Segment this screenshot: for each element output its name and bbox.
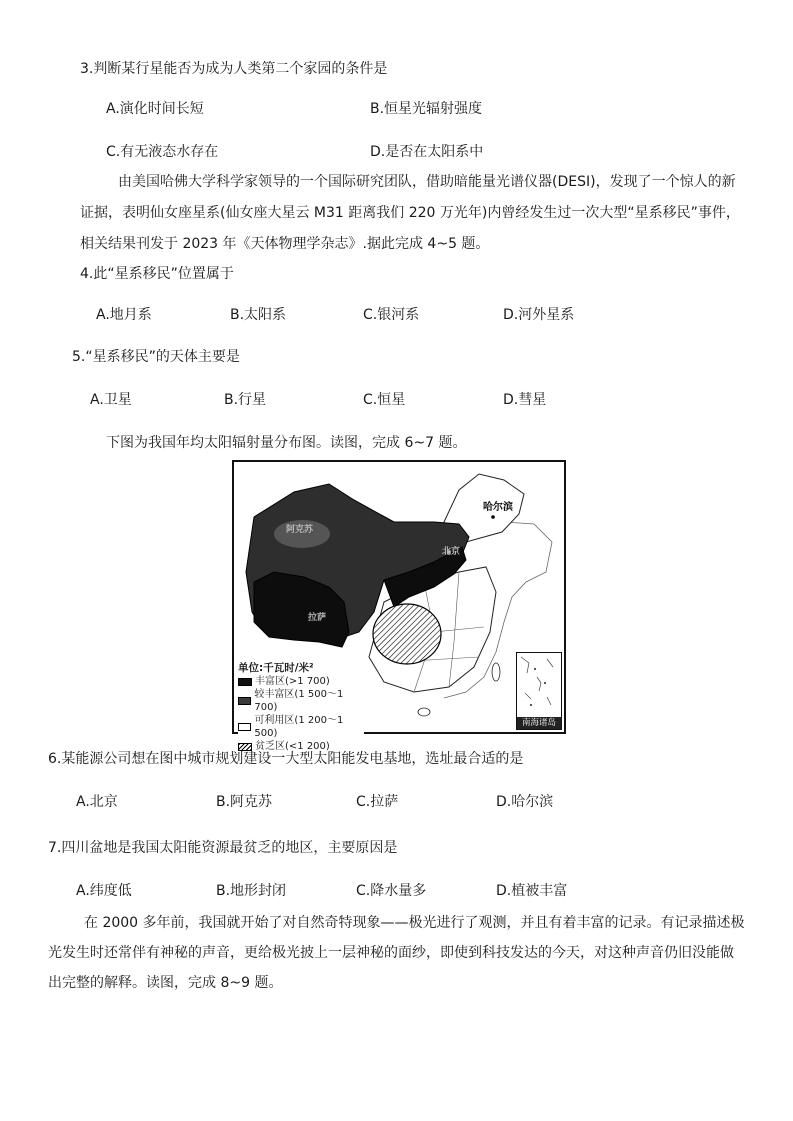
- legend-swatch-rich: [238, 678, 252, 686]
- q7-option-b: B.地形封闭: [216, 883, 287, 899]
- hainan-island: [418, 708, 430, 716]
- q7-option-d: D.植被丰富: [496, 883, 568, 899]
- q3-stem: 3.判断某行星能否为成为人类第二个家园的条件是: [80, 61, 388, 77]
- map-legend: [238, 662, 364, 753]
- q4-option-d: D.河外星系: [503, 307, 575, 323]
- legend-label-fairly-rich: 较丰富区(1 500～1 700): [254, 689, 344, 713]
- legend-swatch-fairly-rich: [238, 697, 251, 705]
- q5-option-c: C.恒星: [363, 392, 406, 408]
- q7-option-c: C.降水量多: [356, 883, 427, 899]
- q5-option-a: A.卫星: [90, 392, 132, 408]
- q7-option-a: A.纬度低: [76, 883, 132, 899]
- city-label-beijing: 北京: [442, 547, 461, 557]
- legend-label-rich: 丰富区(>1 700): [255, 676, 330, 687]
- city-label-lhasa: 拉萨: [308, 613, 327, 623]
- legend-label-poor: 贫乏区(<1 200): [255, 741, 330, 752]
- q4-option-b: B.太阳系: [230, 307, 287, 323]
- q3-option-d: D.是否在太阳系中: [370, 144, 484, 160]
- q6-option-c: C.拉萨: [356, 794, 399, 810]
- q6-stem: 6.某能源公司想在图中城市规划建设一大型太阳能发电基地，选址最合适的是: [48, 751, 524, 767]
- q3-option-a: A.演化时间长短: [106, 101, 204, 117]
- q4-option-a: A.地月系: [96, 307, 152, 323]
- solar-radiation-map: [232, 460, 566, 752]
- legend-row-rich: [238, 675, 364, 688]
- city-label-aksu: 阿克苏: [286, 525, 314, 535]
- passage1-line2: 证据，表明仙女座星系(仙女座大星云 M31 距离我们 220 万光年)内曾经发生过一次大型“星系移民”事件，: [80, 205, 740, 221]
- passage2-line3: 出完整的解释。读图，完成 8~9 题。: [48, 975, 283, 991]
- south-china-sea-inset: [516, 652, 562, 730]
- q4-stem: 4.此“星系移民”位置属于: [80, 266, 234, 282]
- q3-option-b: B.恒星光辐射强度: [370, 101, 483, 117]
- legend-label-usable: 可利用区(1 200～1 500): [254, 715, 344, 739]
- q3-option-c: C.有无液态水存在: [106, 144, 219, 160]
- passage2-line1: 在 2000 多年前，我国就开始了对自然奇特现象——极光进行了观测，并且有着丰富的记录。有记录描述极: [84, 915, 745, 931]
- q5-option-d: D.彗星: [503, 392, 547, 408]
- city-label-harbin: 哈尔滨: [483, 502, 513, 513]
- taiwan-island: [492, 663, 500, 681]
- q4-option-c: C.银河系: [363, 307, 420, 323]
- inset-islands-graphic: [517, 653, 561, 717]
- legend-row-usable: [238, 714, 364, 740]
- inset-label: 南海诸岛: [517, 717, 561, 729]
- legend-swatch-usable: [238, 723, 251, 731]
- q5-stem: 5.“星系移民”的天体主要是: [72, 349, 240, 365]
- harbin-dot: [491, 515, 495, 519]
- passage1-line3: 相关结果刊发于 2023 年《天体物理学杂志》.据此完成 4~5 题。: [80, 236, 490, 252]
- map-intro: 下图为我国年均太阳辐射量分布图。读图，完成 6~7 题。: [106, 435, 467, 451]
- poor-zone-sichuan: [373, 604, 441, 664]
- passage1-line1: 由美国哈佛大学科学家领导的一个国际研究团队，借助暗能量光谱仪器(DESI)，发现了一个惊人的新: [118, 174, 736, 190]
- passage2-line2: 光发生时还常伴有神秘的声音，更给极光披上一层神秘的面纱，即使到科技发达的今天，对这种声音仍旧没能做: [48, 945, 734, 961]
- legend-title: 单位:千瓦时/米²: [238, 662, 314, 674]
- q6-option-a: A.北京: [76, 794, 118, 810]
- legend-row-fairly-rich: [238, 688, 364, 714]
- q6-option-d: D.哈尔滨: [496, 794, 554, 810]
- q6-option-b: B.阿克苏: [216, 794, 273, 810]
- q5-option-b: B.行星: [224, 392, 267, 408]
- q7-stem: 7.四川盆地是我国太阳能资源最贫乏的地区，主要原因是: [48, 840, 398, 856]
